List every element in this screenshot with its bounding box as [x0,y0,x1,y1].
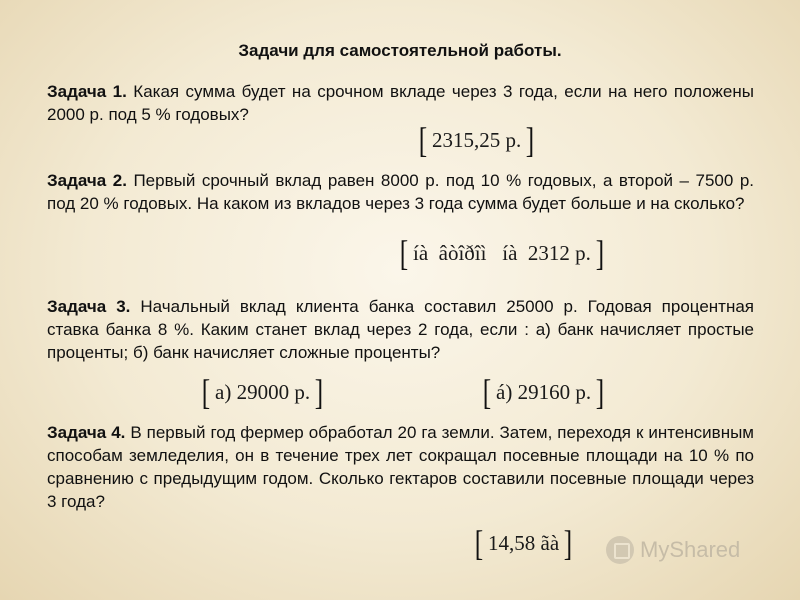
page-title: Задачи для самостоятельной работы. [238,41,562,60]
task-2 [47,169,754,215]
myshared-logo-icon [606,536,634,564]
right-bracket-icon: ] [314,372,324,412]
task-4-answer-text: 14,58 ãà [488,530,560,555]
watermark [606,536,740,564]
task-2-answer-text: íà âòîðîì íà 2312 р. [413,240,591,265]
right-bracket-icon: ] [563,523,573,563]
left-bracket-icon: [ [482,372,492,412]
task-3 [47,295,754,364]
task-3-lead: Задача 3. [47,297,131,316]
left-bracket-icon: [ [418,120,428,160]
task-3-answer-a-text: а) 29000 р. [215,379,311,404]
left-bracket-icon: [ [399,233,409,273]
task-4-answer [473,523,574,563]
task-2-answer [398,233,606,273]
left-bracket-icon: [ [474,523,484,563]
task-4 [47,421,754,513]
task-3-text: Начальный вклад клиента банка составил 25000 р. Годовая процентная ставка банка 8 %. Каким станет вклад через 2 года, если : а) банк начисляет простые проценты; б) банк начисляет сложные проценты? [47,297,754,362]
task-3-answer-a [200,372,325,412]
right-bracket-icon: ] [595,372,605,412]
task-3-answer-b-text: á) 29160 р. [496,379,592,404]
right-bracket-icon: ] [595,233,605,273]
task-4-text: В первый год фермер обработал 20 га земли. Затем, переходя к интенсивным способам земледелия, он в течение трех лет сокращал посевные площади на 10 % по сравнению с предыдущим годом. Сколько гектаров составили посевные площади через 3 года? [47,423,754,511]
task-1-lead: Задача 1. [47,82,127,101]
task-4-lead: Задача 4. [47,423,126,442]
task-1 [47,80,754,126]
task-1-answer [417,120,536,160]
left-bracket-icon: [ [201,372,211,412]
task-2-lead: Задача 2. [47,171,127,190]
right-bracket-icon: ] [526,120,535,160]
task-3-answer-b [481,372,606,412]
watermark-text: MyShared [640,537,741,562]
task-1-answer-text: 2315,25 р. [432,127,522,152]
task-2-text: Первый срочный вклад равен 8000 р. под 10 % годовых, а второй – 7500 р. под 20 % годовых. На каком из вкладов через 3 года сумма будет больше и на сколько? [47,171,755,213]
task-1-text: Какая сумма будет на срочном вкладе через 3 года, если на него положены 2000 р. под 5 % годовых? [47,82,754,124]
